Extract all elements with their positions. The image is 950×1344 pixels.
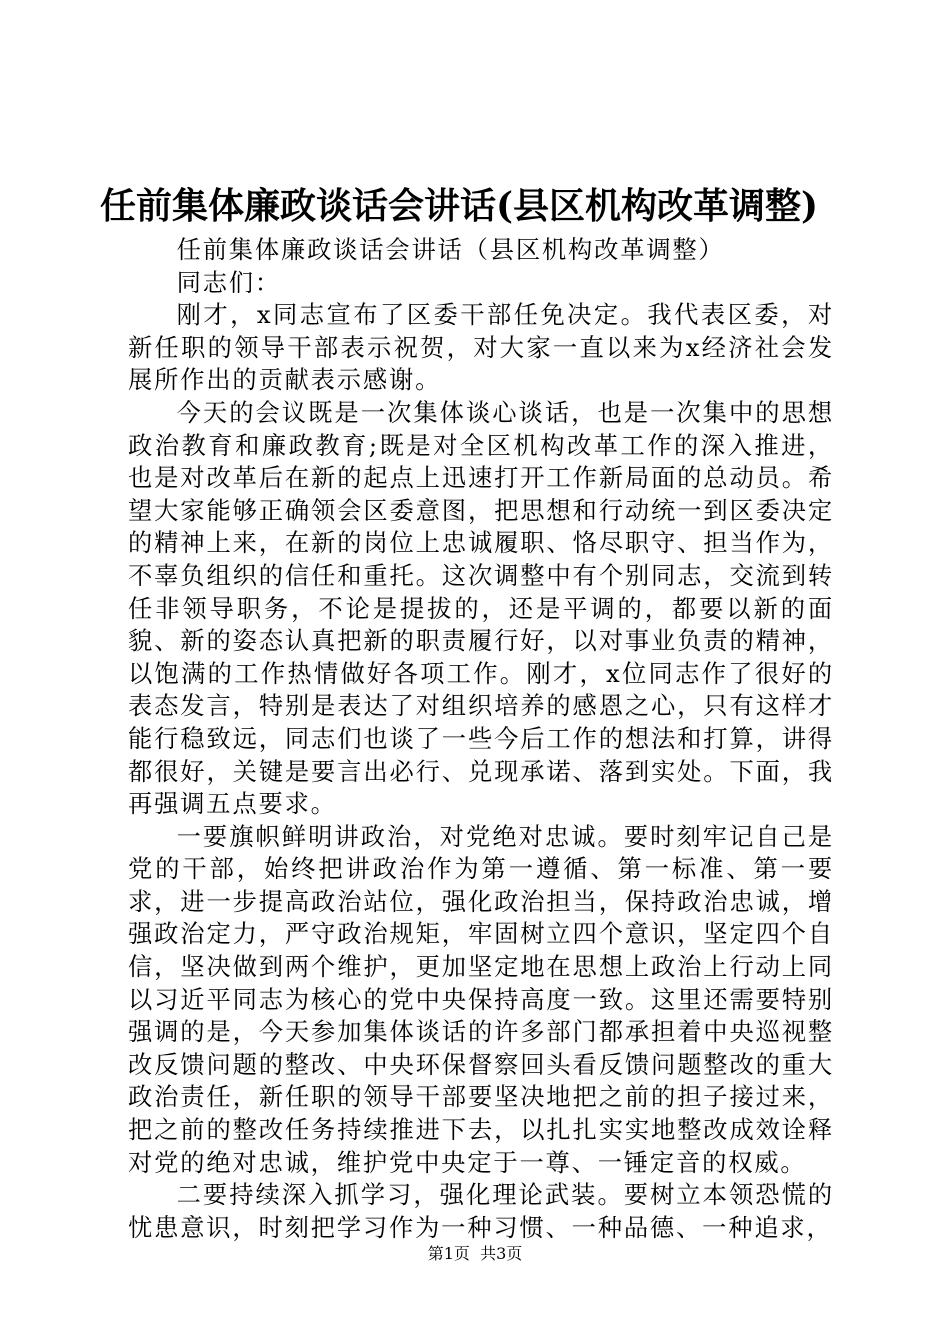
salutation: 同志们： <box>176 267 281 297</box>
paragraph: 今天的会议既是一次集体谈心谈话，也是一次集中的思想政治教育和廉政教育;既是对全区机构改革工作的深入推进，也是对改革后在新的起点上迅速打开工作新局面的总动员。希望大家能够正确领会区委意图，把思想和行动统一到区委决定的精神上来，在新的岗位上忠诚履职、恪尽职守、担当作为，不辜负组织的信任和重托。这次调整中有个别同志，交流到转任非领导职务，不论是提拔的，还是平调的，都要以新的面貌、新的姿态认真把新的职责履行好，以对事业负责的精神，以饱满的工作热情做好各项工作。刚才，x位同志作了很好的表态发言，特别是表达了对组织培养的感恩之心，只有这样才能行稳致远，同志们也谈了一些今后工作的想法和打算，讲得都很好，关键是要言出必行、兑现承诺、落到实处。下面，我再强调五点要求。 <box>128 397 834 819</box>
paragraph: 二要持续深入抓学习，强化理论武装。要树立本领恐慌的忧患意识，时刻把学习作为一种习惯、一种品德、一种追求， <box>128 1180 834 1242</box>
page-footer: 第1页 共3页 <box>427 1244 523 1263</box>
paragraph: 一要旗帜鲜明讲政治，对党绝对忠诚。要时刻牢记自己是党的干部，始终把讲政治作为第一遵循、第一标准、第一要求，进一步提高政治站位，强化政治担当，保持政治忠诚，增强政治定力，严守政治规矩，牢固树立四个意识，坚定四个自信，坚决做到两个维护，更加坚定地在思想上政治上行动上同以习近平同志为核心的党中央保持高度一致。这里还需要特别强调的是，今天参加集体谈话的许多部门都承担着中央巡视整改反馈问题的整改、中央环保督察回头看反馈问题整改的重大政治责任，新任职的领导干部要坚决地把之前的担子接过来，把之前的整改任务持续推进下去，以扎扎实实地整改成效诠释对党的绝对忠诚，维护党中央定于一尊、一锤定音的权威。 <box>128 821 834 1177</box>
paragraph: 刚才，x同志宣布了区委干部任免决定。我代表区委，对新任职的领导干部表示祝贺，对大家一直以来为x经济社会发展所作出的贡献表示感谢。 <box>128 300 834 395</box>
document-subtitle: 任前集体廉政谈话会讲话（县区机构改革调整） <box>176 235 725 264</box>
document-title: 任前集体廉政谈话会讲话(县区机构改革调整) <box>100 185 819 227</box>
document-body <box>128 234 834 1244</box>
